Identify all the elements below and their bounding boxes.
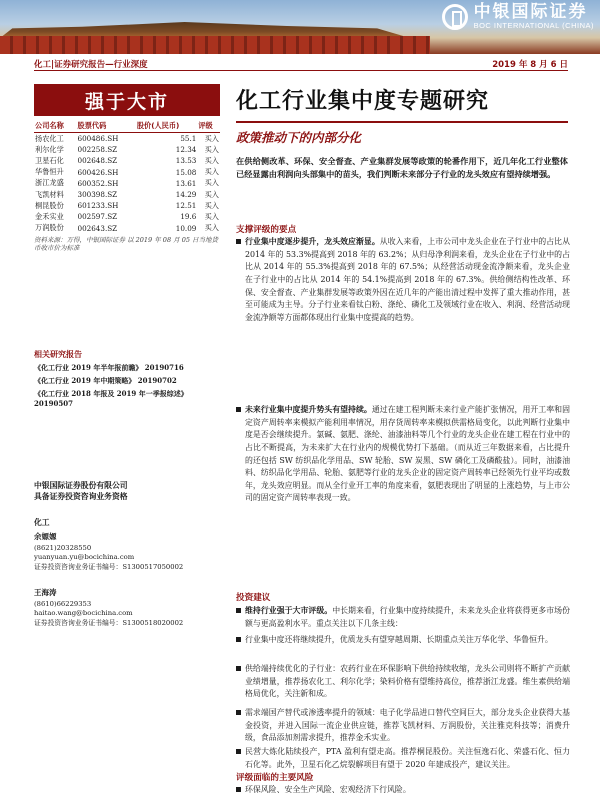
point-text: 从收入来看，上市公司中龙头企业在子行业中的占比从 2014 年的 53.3%提高到 2018 年的 63.2%；从归母净利润来看，龙头企业在子行业中的占比从 2014 年的 55.3%提高到 2018 年的 67.5%；从经营活动现金流净额来看，龙头企业在子行业中的占比从 2014 年的 54.1%提高到 2018 年的 67.3%。供给侧结构性改革、环保、安全督查、产业集群发展等政策外因在近几年的产能出清过程中发挥了重大推动作用，甚至可能成为主导。分子行业来看钛白粉、涤纶、磷化工及领域行业在收入、利润、经营活动现金流净额等方面都体现出行业集中度提高的趋势。 xyxy=(245,237,570,322)
cell-price: 13.61 xyxy=(175,178,197,188)
point-text: 通过在建工程判断未来行业产能扩张情况，用开工率和固定资产周转率来模拟产能利用率情况，用存货周转率来模拟供需格局变化，以此判断行业集中度是否会继续提升。氯碱、氨肥、涤纶、油漆油料等几个行业的龙头企业在建工程在行业中的占比不断提高，为未来扩大在行业内的规模优势打下基础。（而从近三年数据来看，占比提升的还包括 SW 纺织品化学用品、SW 轮胎、SW 炭黑、SW 磷化工及磷酸盐）。同时，油漆油料、纺织品化学用品、轮胎、氨肥等行业的龙头企业的固定资产周转率已经领先行业平均或数年，龙头效应明显。而从全行业开工率的角度来看，氨肥表现出了明显的上涨趋势，与上市公司的固定资产周转率表现一致。 xyxy=(245,405,570,503)
firm-qualification: 具备证券投资咨询业务资格 xyxy=(34,491,128,501)
table-row xyxy=(34,223,220,234)
bullet-square-icon xyxy=(236,608,241,613)
related-report-link[interactable]: 《化工行业 2018 年报及 2019 年一季报综述》 20190507 xyxy=(34,389,188,409)
report-title: 化工行业集中度专题研究 xyxy=(236,89,490,114)
advice-text: 中长期来看，行业集中度持续提升，未来龙头企业将获得更多市场份额与更高盈利水平。重点关注以下几条主线： xyxy=(245,606,570,628)
analyst-phone: (8610)66229353 xyxy=(34,599,92,608)
col-header-company: 公司名称 xyxy=(34,120,77,133)
cell-price: 12.34 xyxy=(175,145,197,155)
firm-name: 中银国际证券股份有限公司 xyxy=(34,481,128,490)
cell-code: 300398.SZ xyxy=(77,190,118,200)
advice-bullet xyxy=(236,746,570,771)
cell-price: 15.08 xyxy=(175,167,197,177)
cell-price: 10.09 xyxy=(175,223,197,233)
analyst-name: 余嫄嫄 xyxy=(34,532,57,541)
related-report-link[interactable]: 《化工行业 2019 年中期策略》 20190702 xyxy=(34,376,177,386)
cell-rating: 买入 xyxy=(204,144,219,154)
advice-bullet xyxy=(236,605,570,630)
analyst-phone: (8621)20328550 xyxy=(34,543,92,552)
advice-text: 供给端持续优化的子行业：农药行业在环保影响下供给持续收缩，龙头公司则将不断扩产贡献业绩增量，推荐扬农化工、利尔化学；染料价格有望维持高位，推荐浙江龙盛。维生素供给端格局优化，关注新和成。 xyxy=(245,664,570,699)
cell-code: 002258.SZ xyxy=(77,145,118,155)
cell-price: 19.6 xyxy=(180,212,197,222)
report-subtitle: 政策推动下的内部分化 xyxy=(236,130,362,145)
bullet-square-icon xyxy=(236,666,241,671)
cell-company: 浙江龙盛 xyxy=(35,178,64,188)
cell-rating: 买入 xyxy=(204,189,219,199)
cell-company: 扬农化工 xyxy=(35,133,64,143)
report-summary: 在供给侧改革、环保、安全督查、产业集群发展等政策的轮番作用下，近几年化工行业整体已经显露由利润向头部集中的苗头，我们判断未来部分子行业的龙头效应有望持续增强。 xyxy=(236,156,568,179)
cell-company: 金禾实业 xyxy=(35,211,64,221)
cell-company: 万润股份 xyxy=(35,223,64,233)
bullet-square-icon xyxy=(236,749,241,754)
bullet-square-icon xyxy=(236,239,241,244)
cell-company: 桐昆股份 xyxy=(35,200,64,210)
category-strip xyxy=(34,58,568,71)
col-header-code: 股票代码 xyxy=(77,120,136,133)
advice-bullet xyxy=(236,707,570,745)
table-row xyxy=(34,167,220,178)
cell-code: 600426.SH xyxy=(77,167,119,177)
table-row xyxy=(34,189,220,200)
section-heading-points: 支撑评级的要点 xyxy=(236,225,297,235)
table-source-note: 资料来源：万得，中银国际证券 以 2019 年 08 月 05 日当地货币收市价为标准 xyxy=(34,235,219,253)
table-row xyxy=(34,155,220,166)
logo-text-cn: 中银国际证券 xyxy=(473,2,588,23)
cell-price: 14.29 xyxy=(175,190,197,200)
risk-text: 环保风险、安全生产风险、宏观经济下行风险。 xyxy=(245,785,411,794)
table-row xyxy=(34,211,220,222)
cell-price: 12.51 xyxy=(175,201,197,211)
advice-bullet xyxy=(236,663,570,701)
bullet-square-icon xyxy=(236,407,241,412)
cell-price: 55.1 xyxy=(180,134,197,144)
cell-company: 飞凯材料 xyxy=(35,189,64,199)
cell-code: 601233.SH xyxy=(77,201,119,211)
analyst-card xyxy=(34,588,220,628)
cell-rating: 买入 xyxy=(204,178,219,188)
cell-rating: 买入 xyxy=(204,155,219,165)
stock-table xyxy=(34,120,220,234)
department-label: 化工 xyxy=(34,518,50,527)
analyst-email[interactable]: yuanyuan.yu@bocichina.com xyxy=(34,553,135,562)
bullet-square-icon xyxy=(236,787,241,792)
cell-rating: 买入 xyxy=(204,200,219,210)
cell-rating: 买入 xyxy=(204,223,219,233)
logo-text-en: BOC INTERNATIONAL (CHINA) xyxy=(473,20,594,30)
analyst-name: 王海涛 xyxy=(34,588,57,597)
cell-price: 13.53 xyxy=(175,156,197,166)
advice-text: 民营大炼化陆续投产，PTA 盈利有望走高。推荐桐昆股份。关注恒逸石化、荣盛石化、恒力石化等。此外，卫星石化乙烷裂解项目有望于 2020 年建成投产，建议关注。 xyxy=(245,747,570,769)
analyst-cert: 证券投资咨询业务证书编号：S1300518020002 xyxy=(34,618,184,627)
point-bullet xyxy=(236,236,570,324)
cell-code: 002643.SZ xyxy=(77,223,118,233)
table-row xyxy=(34,200,220,211)
advice-lead: 维持行业强于大市评级。 xyxy=(245,606,333,615)
cell-code: 002648.SZ xyxy=(77,156,118,166)
left-sidebar xyxy=(34,84,220,253)
related-reports-heading: 相关研究报告 xyxy=(34,350,82,359)
related-report-link[interactable]: 《化工行业 2019 年半年报前瞻》 20190716 xyxy=(34,363,184,372)
cell-rating: 买入 xyxy=(204,167,219,177)
boc-logo-icon xyxy=(442,4,468,30)
title-divider xyxy=(236,121,568,123)
palace-wall-image xyxy=(0,36,430,54)
cell-rating: 买入 xyxy=(204,211,219,221)
col-header-rating: 评级 xyxy=(197,120,220,133)
cell-code: 600486.SH xyxy=(77,134,119,144)
cell-code: 600352.SH xyxy=(77,178,119,188)
rating-badge: 强于大市 xyxy=(34,84,220,116)
section-heading-advice: 投资建议 xyxy=(236,593,271,603)
analyst-card xyxy=(34,532,220,572)
report-date: 2019 年 8 月 6 日 xyxy=(492,60,568,70)
cell-code: 002597.SZ xyxy=(77,212,118,222)
cell-company: 利尔化学 xyxy=(35,144,64,154)
analyst-cert: 证券投资咨询业务证书编号：S1300517050002 xyxy=(34,562,184,571)
related-reports xyxy=(34,349,220,410)
point-lead: 行业集中度逐步提升，龙头效应渐显。 xyxy=(245,237,380,246)
risk-bullet xyxy=(236,784,570,797)
bullet-square-icon xyxy=(236,710,241,715)
cell-rating: 买入 xyxy=(204,133,219,143)
analyst-email[interactable]: haitao.wang@bocichina.com xyxy=(34,609,133,618)
advice-text: 需求端国产替代或渗透率提升的领域：电子化学品进口替代空间巨大，部分龙头企业获得大基金投资，并进入国际一流企业供应链，推荐飞凯材料、万润股份，关注雅克科技等；消费升级，食品添加剂需求提升，推荐金禾实业。 xyxy=(245,708,570,743)
report-category: 化工|证券研究报告—行业深度 xyxy=(34,60,148,70)
col-header-price: 股价(人民币) xyxy=(136,120,198,133)
header-banner xyxy=(0,0,600,54)
cell-company: 华鲁恒升 xyxy=(35,167,64,177)
table-row xyxy=(34,178,220,189)
table-row xyxy=(34,144,220,155)
advice-text: 行业集中度还将继续提升，优质龙头有望穿越周期、长期重点关注万华化学、华鲁恒升。 xyxy=(245,635,553,644)
point-lead: 未来行业集中度提升势头有望持续。 xyxy=(245,405,372,414)
point-bullet xyxy=(236,404,570,505)
section-heading-risk: 评级面临的主要风险 xyxy=(236,773,314,783)
table-row xyxy=(34,133,220,145)
advice-bullet xyxy=(236,634,570,647)
firm-info xyxy=(34,481,220,502)
bullet-square-icon xyxy=(236,637,241,642)
company-logo xyxy=(442,0,594,34)
cell-company: 卫星石化 xyxy=(35,155,64,165)
